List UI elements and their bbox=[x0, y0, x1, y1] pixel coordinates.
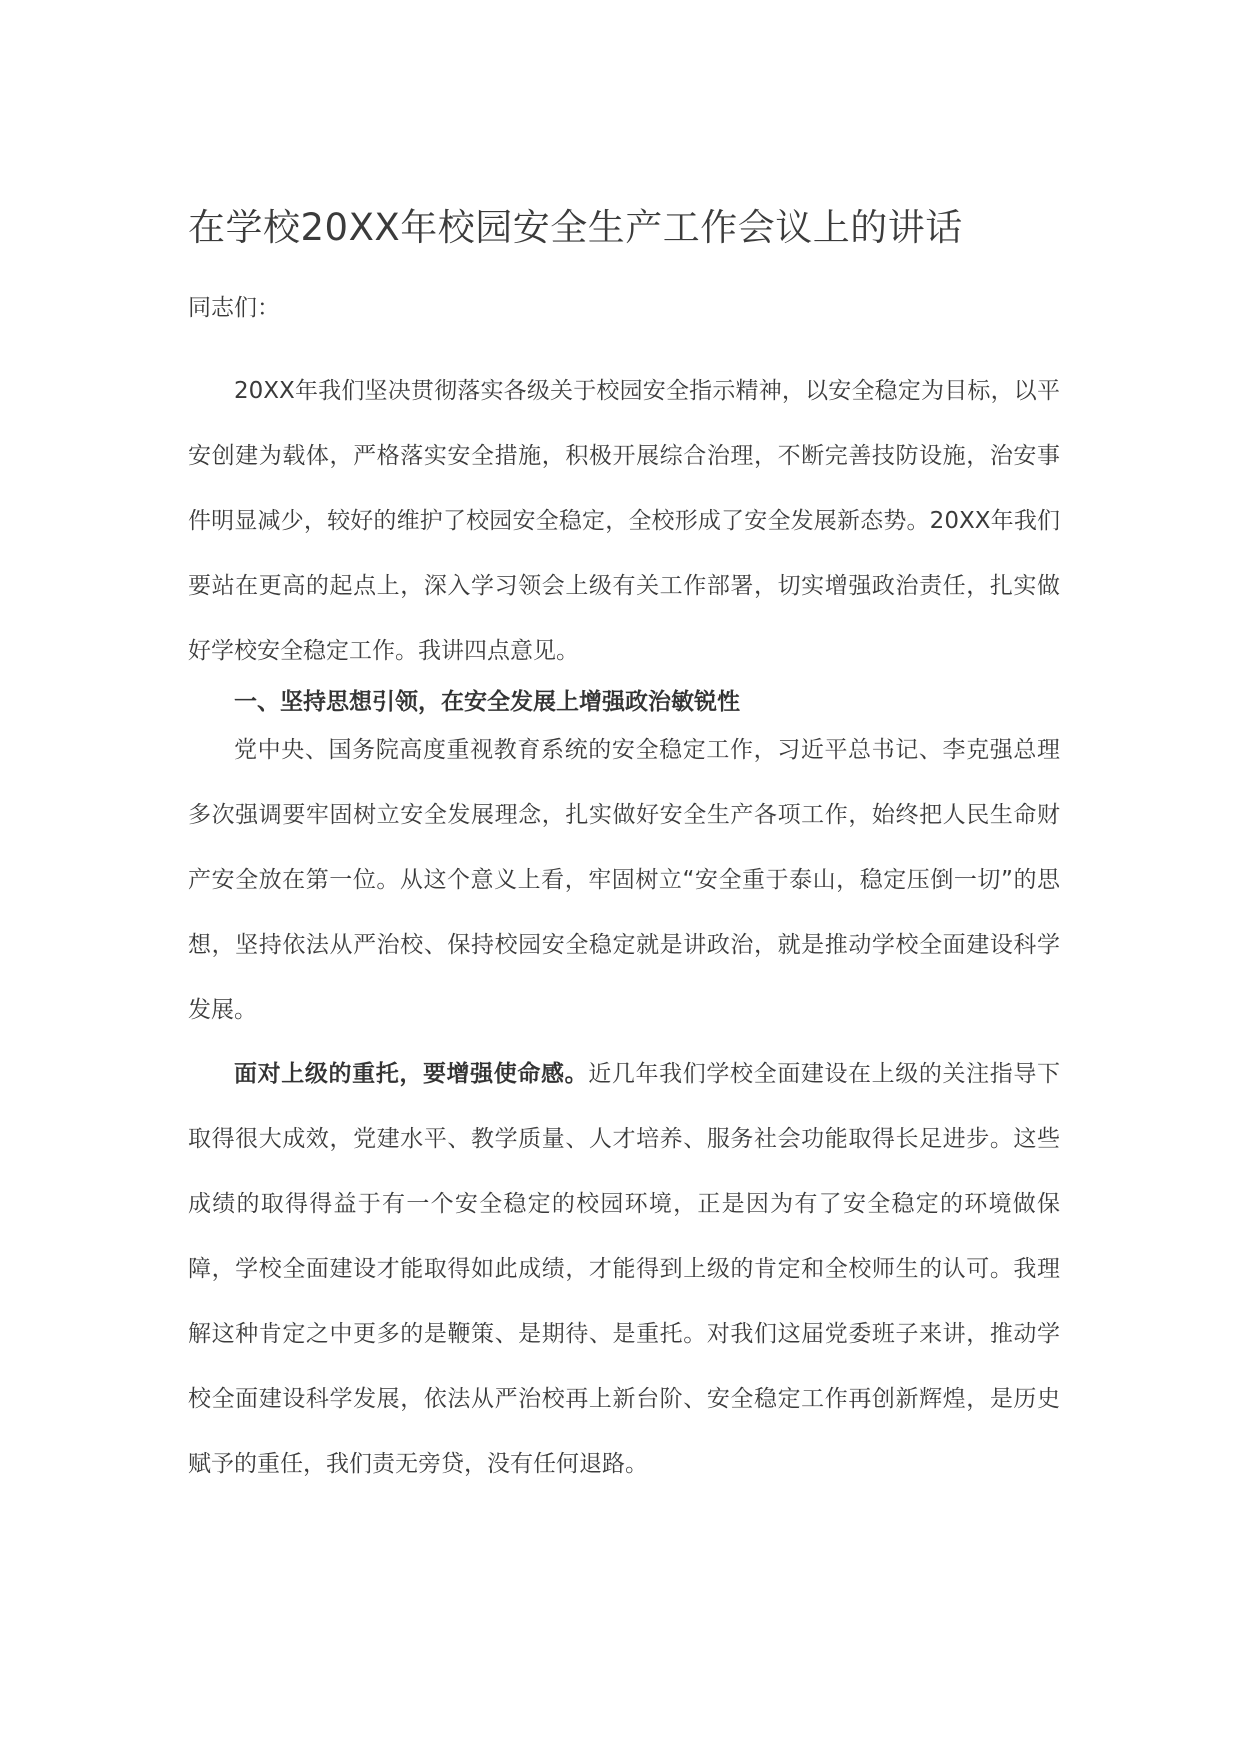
document-title: 在学校20XX年校园安全生产工作会议上的讲话 bbox=[188, 206, 963, 249]
salutation: 同志们： bbox=[188, 295, 280, 321]
paragraph-section1-body: 党中央、国务院高度重视教育系统的安全稳定工作，习近平总书记、李克强总理多次强调要牢固树立安全发展理念，扎实做好安全生产各项工作，始终把人民生命财产安全放在第一位。从这个意义上看，牢固树立“安全重于泰山，稳定压倒一切”的思想，坚持依法从严治校、保持校园安全稳定就是讲政治，就是推动学校全面建设科学发展。 bbox=[188, 737, 1060, 1023]
paragraph-mission bbox=[188, 1042, 1060, 1497]
paragraph-intro: 20XX年我们坚决贯彻落实各级关于校园安全指示精神，以安全稳定为目标，以平安创建为载体，严格落实安全措施，积极开展综合治理，不断完善技防设施，治安事件明显减少，较好的维护了校园安全稳定，全校形成了安全发展新态势。20XX年我们要站在更高的起点上，深入学习领会上级有关工作部署，切实增强政治责任，扎实做好学校安全稳定工作。我讲四点意见。 bbox=[188, 378, 1060, 664]
paragraph-body-text: 近几年我们学校全面建设在上级的关注指导下取得很大成效，党建水平、教学质量、人才培养、服务社会功能取得长足进步。这些成绩的取得得益于有一个安全稳定的校园环境，正是因为有了安全稳定的环境做保障，学校全面建设才能取得如此成绩，才能得到上级的肯定和全校师生的认可。我理解这种肯定之中更多的是鞭策、是期待、是重托。对我们这届党委班子来讲，推动学校全面建设科学发展，依法从严治校再上新台阶、安全稳定工作再创新辉煌，是历史赋予的重任，我们责无旁贷，没有任何退路。 bbox=[188, 1061, 1061, 1477]
document-page bbox=[188, 0, 1060, 1754]
section-heading-1: 一、坚持思想引领，在安全发展上增强政治敏锐性 bbox=[234, 689, 740, 715]
paragraph-lead-sentence: 面对上级的重托，要增强使命感。 bbox=[234, 1061, 589, 1087]
